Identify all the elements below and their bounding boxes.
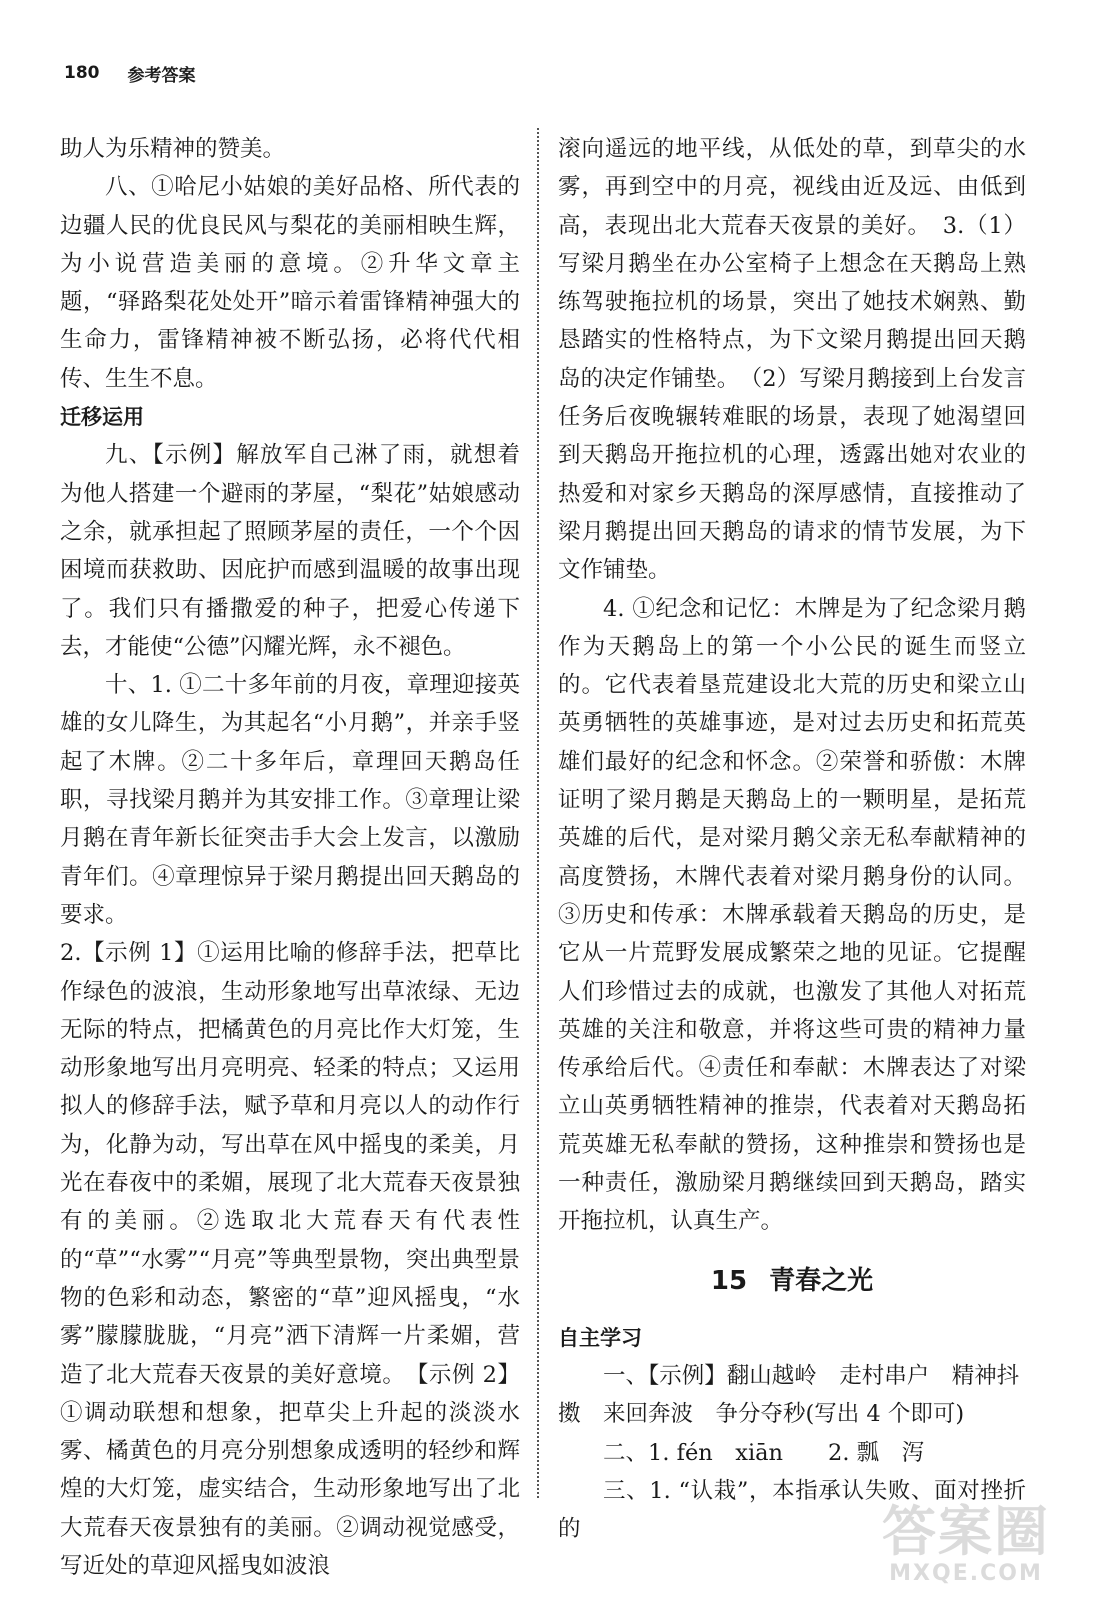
left-column — [60, 130, 520, 1585]
section-heading: 迁移运用 — [60, 405, 144, 430]
answer-paragraph: 2.【示例 1】①运用比喻的修辞手法，把草比作绿色的波浪，生动形象地写出草浓绿、无边无际的特点，把橘黄色的月亮比作大灯笼，生动形象地写出月亮明亮、轻柔的特点；又运用拟人的修辞手法，赋予草和月亮以人的动作行为，化静为动，写出草在风中摇曳的柔美，月光在春夜中的柔媚，展现了北大荒春天夜景独有的美丽。②选取北大荒春天有代表性的“草”“水雾”“月亮”等典型景物，突出典型景物的色彩和动态，繁密的“草”迎风摇曳，“水雾”朦朦胧胧，“月亮”洒下清辉一片柔媚，营造了北大荒春天夜景的美好意境。 【示例 2】①调动联想和想象，把草尖上升起的淡淡水雾、橘黄色的月亮分别想象成透明的轻纱和辉煌的大灯笼，虚实结合，生动形象地写出了北大荒春天夜景独有的美丽。②调动视觉感受，写近处的草迎风摇曳如波浪 — [60, 940, 520, 1579]
page-header — [64, 58, 196, 88]
answer-line: 擞 来回奔波 争分夺秒(写出 4 个即可) — [558, 1401, 965, 1428]
lesson-name: 青春之光 — [769, 1265, 874, 1296]
column-divider — [537, 128, 539, 1498]
answer-line: 三、1. “认栽”，本指承认失败、面对挫折的 — [558, 1477, 1026, 1543]
answer-paragraph: 助人为乐精神的赞美。 — [60, 136, 286, 162]
right-column — [558, 130, 1026, 1548]
lesson-title — [558, 1261, 1026, 1301]
page-number: 180 — [64, 63, 100, 83]
watermark-url: MXQE.COM — [889, 1561, 1043, 1586]
answer-paragraph: 十、1. ①二十多年前的月夜，章理迎接英雄的女儿降生，为其起名“小月鹅”，并亲手竖起了木牌。②二十多年后，章理回天鹅岛任职，寻找梁月鹅并为其安排工作。③章理让梁月鹅在青年新长征突击手大会上发言，以激励青年们。④章理惊异于梁月鹅提出回天鹅岛的要求。 — [60, 672, 520, 928]
lesson-number: 15 — [710, 1265, 748, 1296]
answer-paragraph: 4. ①纪念和记忆：木牌是为了纪念梁月鹅作为天鹅岛上的第一个小公民的诞生而竖立的。它代表着垦荒建设北大荒的历史和梁立山英勇牺牲的英雄事迹，是对过去历史和拓荒英雄们最好的纪念和怀念。②荣誉和骄傲：木牌证明了梁月鹅是天鹅岛上的一颗明星，是拓荒英雄的后代，是对梁月鹅父亲无私奉献精神的高度赞扬，木牌代表着对梁月鹅身份的认同。③历史和传承：木牌承载着天鹅岛的历史，是它从一片荒野发展成繁荣之地的见证。它提醒人们珍惜过去的成就，也激发了其他人对拓荒英雄的关注和敬意，并将这些可贵的精神力量传承给后代。④责任和奉献：木牌表达了对梁立山英勇牺牲精神的推崇，代表着对天鹅岛拓荒英雄无私奉献的赞扬，这种推崇和赞扬也是一种责任，激励梁月鹅继续回到天鹅岛，踏实开拖拉机，认真生产。 — [558, 595, 1026, 1235]
answer-paragraph: 九、【示例】解放军自己淋了雨，就想着为他人搭建一个避雨的茅屋，“梨花”姑娘感动之余，就承担起了照顾茅屋的责任，一个个因困境而获救助、因庇护而感到温暖的故事出现了。我们只有播撒爱的种子，把爱心传递下去，才能使“公德”闪耀光辉，永不褪色。 — [60, 442, 520, 660]
watermark-text: 答案圈 — [882, 1500, 1050, 1563]
section-heading-self-study: 自主学习 — [558, 1325, 642, 1350]
header-title: 参考答案 — [127, 65, 196, 86]
answer-paragraph: 八、①哈尼小姑娘的美好品格、所代表的边疆人民的优良民风与梨花的美丽相映生辉，为小说营造美丽的意境。②升华文章主题，“驿路梨花处处开”暗示着雷锋精神强大的生命力，雷锋精神被不断弘扬，必将代代相传、生生不息。 — [60, 174, 520, 392]
answer-paragraph: 滚向遥远的地平线，从低处的草，到草尖的水雾，再到空中的月亮，视线由近及远、由低到高，表现出北大荒春天夜景的美好。 3.（1）写梁月鹅坐在办公室椅子上想念在天鹅岛上熟练驾驶拖拉机的场景，突出了她技术娴熟、勤恳踏实的性格特点，为下文梁月鹅提出回天鹅岛的决定作铺垫。 （2）写梁月鹅接到上台发言任务后夜晚辗转难眠的场景，表现了她渴望回到天鹅岛开拖拉机的心理，透露出她对农业的热爱和对家乡天鹅岛的深厚感情，直接推动了梁月鹅提出回天鹅岛的请求的情节发展，为下文作铺垫。 — [558, 136, 1026, 584]
answer-line: 一、【示例】翻山越岭 走村串户 精神抖 — [603, 1362, 1020, 1389]
right-column-body — [558, 130, 1026, 1241]
answer-line: 二、1. fén xiān 2. 瓢 泻 — [603, 1439, 925, 1466]
watermark-logo — [856, 1502, 1076, 1592]
